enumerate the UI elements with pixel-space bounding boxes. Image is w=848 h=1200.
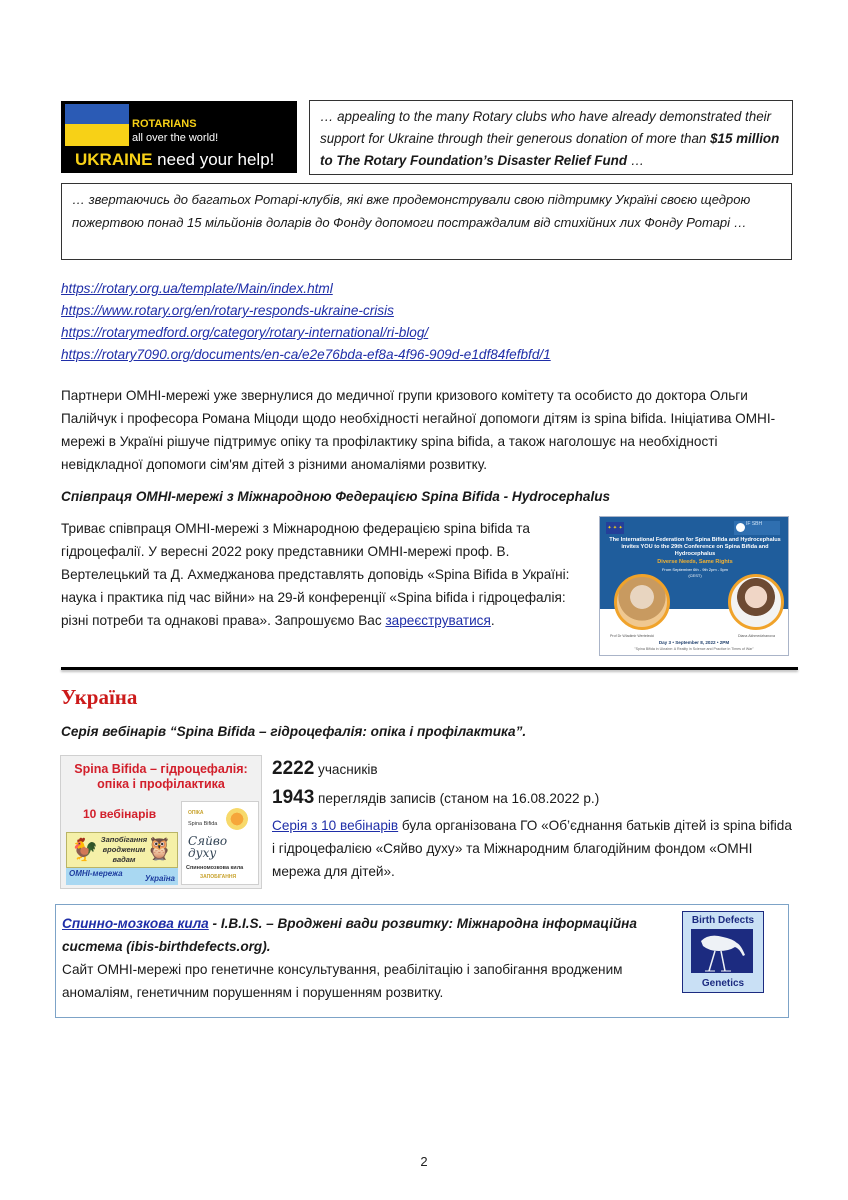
logo-top-text: Birth Defects	[691, 915, 755, 926]
rotary-links-list	[61, 278, 551, 366]
participants-stat	[272, 756, 797, 783]
webinar-image-box-text: Запобігання вродженим вадам	[100, 835, 148, 864]
participants-count: 2222	[272, 758, 315, 779]
banner-title: ROTARIANS	[132, 118, 197, 130]
syaivo-dukhu-logo	[181, 801, 259, 885]
logo-spina-label: Spina Bifida	[188, 821, 218, 827]
rotarians-banner-image	[61, 101, 297, 173]
webinar-image-band-right: Україна	[144, 874, 175, 883]
ukraine-flag-yellow-stripe	[65, 124, 129, 146]
ibis-bird-icon	[691, 929, 753, 973]
rotary-link[interactable]: https://rotarymedford.org/category/rotary-international/ri-blog/	[61, 325, 429, 340]
webinar-stats	[272, 756, 797, 883]
banner-help-line	[75, 150, 274, 170]
participants-label: учасників	[314, 762, 378, 777]
ibis-description: Сайт ОМНІ-мережі про генетичне консультування, реабілітацію і запобігання вродженим аномаліям, генетичним порушенням і порушенням розвитку.	[62, 962, 623, 1000]
banner-help-rest: need your help!	[152, 150, 275, 169]
logo-script: Сяйво духу	[188, 834, 228, 860]
quote-english-tail: …	[627, 153, 645, 168]
banner-help-highlight: UKRAINE	[75, 150, 153, 169]
spina-hernia-link[interactable]: Спинно-мозкова кила	[62, 916, 209, 931]
poster-talk: "Spina Bifida in Ukraine: A Reality in Science and Practice in Times of War"	[634, 647, 754, 651]
webinar-image-count: 10 вебінарів	[83, 807, 157, 821]
quote-english	[309, 100, 793, 175]
ibis-header-text: - I.B.I.S. – Вроджені вади розвитку: Міжнародна інформаційна система (ibis-birthdefects.org).	[62, 916, 637, 954]
flower-icon	[226, 808, 248, 830]
webinar-image-title: Spina Bifida – гідроцефалія: опіка і профілактика	[74, 762, 248, 791]
register-link[interactable]: зареєструватися	[385, 613, 491, 628]
views-count: 1943	[272, 787, 315, 808]
cooperation-heading: Співпраця ОМНІ-мережі з Міжнародною Федерацією Spina Bifida - Hydrocephalus	[61, 489, 611, 504]
series-description	[272, 814, 797, 883]
ifsbh-logo-icon: IF SBH	[734, 521, 780, 535]
logo-bottom-text: Genetics	[701, 978, 745, 989]
ukraine-flag-blue-stripe	[65, 104, 129, 124]
webinar-series-title: Серія вебінарів “Spina Bifida – гідроцефалія: опіка і профілактика”.	[61, 724, 527, 739]
cooperation-paragraph	[61, 517, 581, 632]
ukraine-heading: Україна	[61, 685, 138, 709]
webinar-image-band	[66, 868, 178, 885]
rotary-link[interactable]: https://www.rotary.org/en/rotary-responds-ukraine-crisis	[61, 303, 394, 318]
speaker-name-2: Diana Akhmedzhanova	[738, 634, 775, 638]
logo-hernia-label: Спинномозкова кила	[186, 865, 244, 871]
quote-ukrainian	[61, 183, 792, 260]
poster-slogan: Diverse Needs, Same Rights	[657, 559, 733, 565]
speaker-portrait-1	[614, 574, 670, 630]
webinar-series-image	[60, 755, 262, 889]
poster-title: The International Federation for Spina Bifida and Hydrocephalus invites YOU to the 29th Conference on Spina Bifida and Hydrocephalus	[609, 537, 781, 557]
banner-subtitle: all over the world!	[132, 132, 219, 144]
speaker-portrait-2	[728, 574, 784, 630]
ibis-info-box	[55, 904, 789, 1018]
partners-paragraph: Партнери ОМНІ-мережі уже звернулися до медичної групи кризового комітету та особисто до доктора Ольги Палійчук і професора Романа Міцоди щодо необхідності негайної допомоги дітям із spina bifida. Ініціатива ОМНІ-мережі в Україні рішуче підтримує опіку та профілактику spina bifida, а також наголошує на необхідності невідкладної допомоги сім'ям дітей з різними аномаліями розвитку.	[61, 388, 776, 472]
conference-poster-image	[599, 516, 789, 656]
views-stat	[272, 783, 797, 814]
cooperation-text: Триває співпраця ОМНІ-мережі з Міжнародною федерацією spina bifida та гідроцефалії. У вересні 2022 року представники ОМНІ-мережі проф. В. Вертелецький та Д. Ахмеджанова представлять доповідь «Spina Bifida в Україні: наука і практика під час війни» на 29-й конференції «Spina bifida і гідроцефалія: різні потреби та однакові права». Запрошуємо Вас	[61, 521, 570, 628]
poster-day: Day 3 • September 8, 2022 • 2PM	[658, 640, 730, 645]
owl-icon: 🦉	[145, 836, 173, 861]
quote-english-bold: $15 million to The Rotary Foundation’s Disaster Relief Fund	[320, 131, 780, 168]
section-divider	[61, 667, 798, 670]
ibis-header	[62, 912, 662, 958]
quote-ukrainian-text: … звертаючись до багатьох Ротарі-клубів, які вже продемонстрували свою підтримку Україні своєю щедрою пожертвою понад 15 мільйонів доларів до Фонду допомоги постраждалим від стихійних лих Фонду Ротарі …	[72, 192, 751, 230]
speaker-name-1: Prof Dr Wladimir Wertelecki	[610, 634, 655, 638]
rooster-icon: 🐓	[71, 837, 99, 862]
quote-english-text: … appealing to the many Rotary clubs who have already demonstrated their support for Ukraine through their generous donation of more than	[320, 109, 772, 146]
series-link[interactable]: Серія з 10 вебінарів	[272, 818, 399, 833]
poster-dates: From September 6th - 9th 2pm - 5pm (CEST)	[661, 567, 729, 578]
webinar-image-prevention-box	[66, 832, 178, 868]
page-number: 2	[420, 1154, 428, 1169]
rotary-link[interactable]: https://rotary7090.org/documents/en-ca/e2e76bda-ef8a-4f96-909d-e1df84fefbfd/1	[61, 347, 551, 362]
logo-prevention-label: ЗАПОБІГАННЯ	[200, 874, 237, 880]
eu-flag-icon: ✦ ✦ ✦	[606, 522, 624, 534]
views-label: переглядів записів (станом на 16.08.2022 р.)	[314, 791, 600, 806]
cooperation-tail: .	[490, 613, 495, 628]
birth-defects-genetics-logo	[682, 911, 764, 993]
logo-care-label: ОПІКА	[188, 810, 204, 816]
rotary-link[interactable]: https://rotary.org.ua/template/Main/index.html	[61, 281, 333, 296]
ibis-text-block	[62, 912, 662, 1004]
webinar-image-band-left: ОМНІ-мережа	[69, 869, 123, 878]
series-text: була організована ГО «Об’єднання батьків дітей із spina bifida і гідроцефалією «Сяйво духу» та Міжнародним благодійним фондом «ОМНІ мережа для дітей».	[272, 818, 792, 879]
